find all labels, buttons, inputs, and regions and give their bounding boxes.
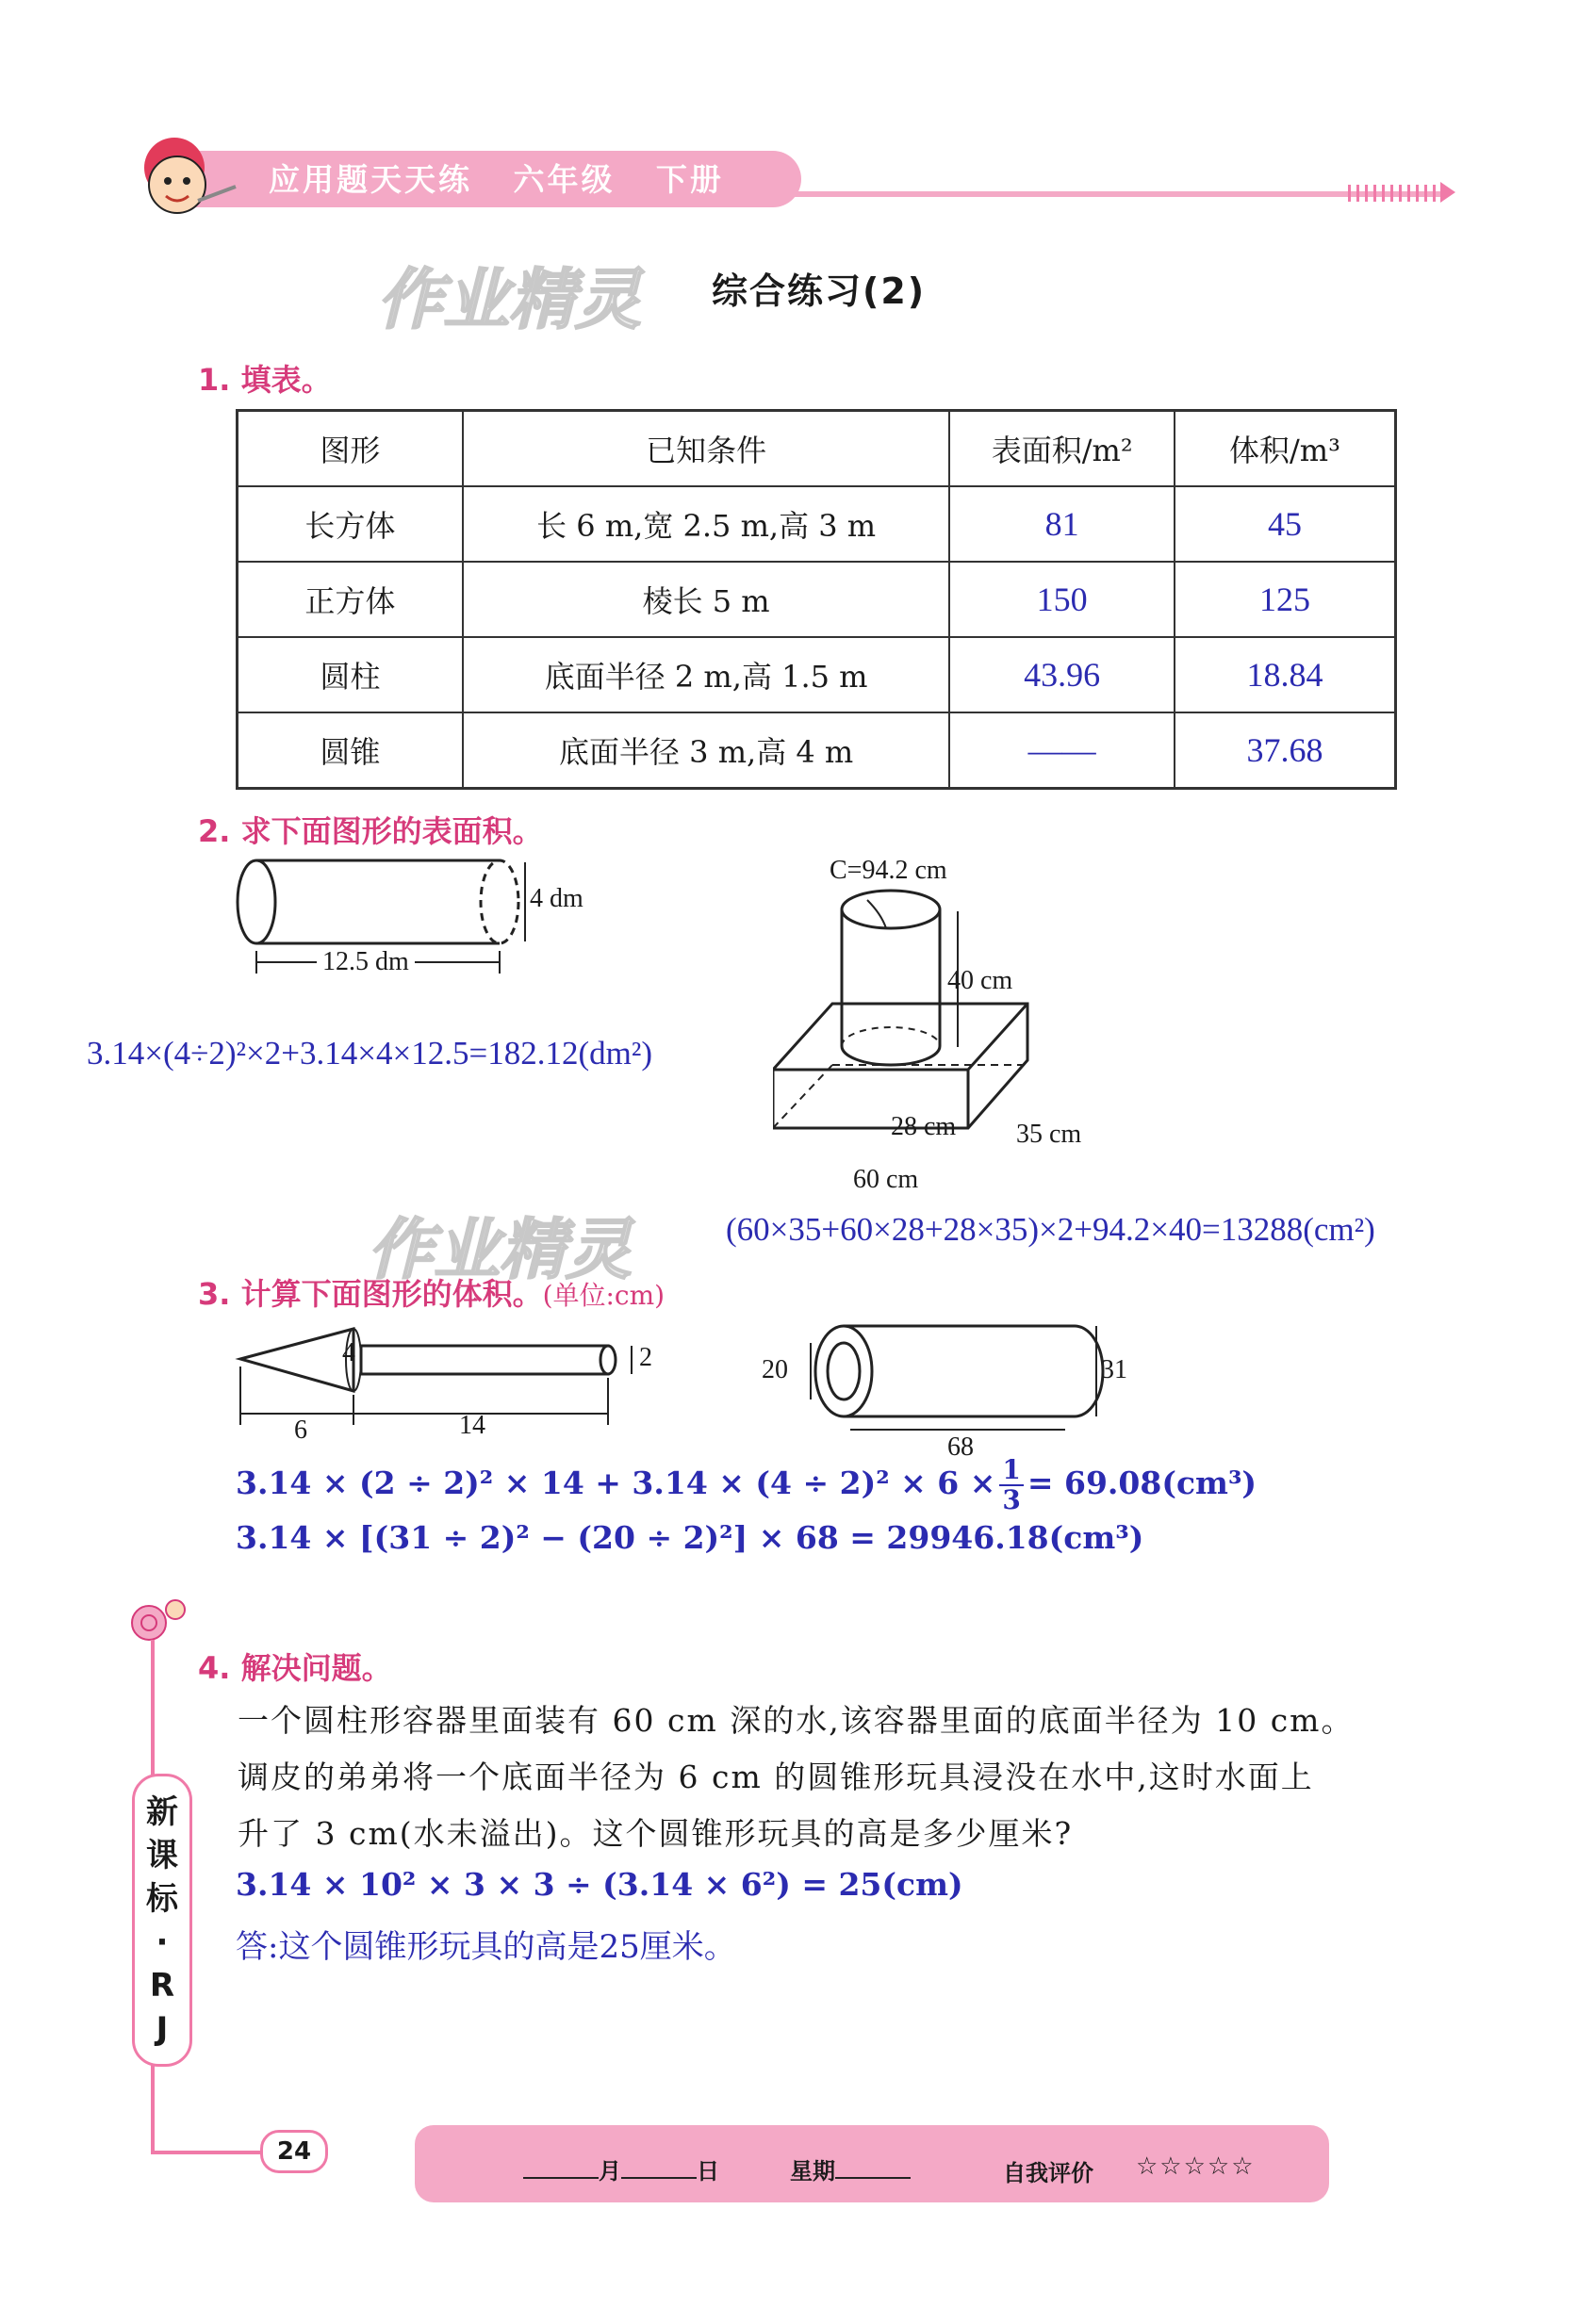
q3-fig1-cyl-diam: 2 xyxy=(639,1343,652,1372)
table-row xyxy=(238,562,1396,637)
watermark: 作业精灵 xyxy=(377,261,641,338)
q3-title-text: 3. 计算下面图形的体积。 xyxy=(198,1276,543,1312)
fraction-numerator: 1 xyxy=(999,1456,1023,1486)
cell-condition: 底面半径 2 m,高 1.5 m xyxy=(463,637,950,712)
cell-condition: 棱长 5 m xyxy=(463,562,950,637)
q2-title: 2. 求下面图形的表面积。 xyxy=(198,813,543,849)
footer-date xyxy=(523,2152,719,2185)
watermark: 作业精灵 xyxy=(368,1211,632,1288)
col-header: 表面积/m² xyxy=(949,411,1175,487)
q3-answer-1-right: = 69.08(cm³) xyxy=(1027,1465,1257,1501)
table-header-row xyxy=(238,411,1396,487)
cell-shape: 圆锥 xyxy=(238,712,463,789)
q2-answer-2: (60×35+60×28+28×35)×2+94.2×40=13288(cm²) xyxy=(726,1211,1375,1248)
footer-day: 日 xyxy=(697,2158,719,2185)
q3-unit-note: (单位:cm) xyxy=(542,1280,666,1311)
page-number: 24 xyxy=(260,2130,328,2173)
fig2-length-label: 60 cm xyxy=(853,1165,919,1194)
snail-icon xyxy=(121,1593,196,1649)
sidebar-char: 标 xyxy=(146,1880,178,1918)
cell-volume: 45 xyxy=(1175,486,1396,562)
q3-fig2-outer: 31 xyxy=(1101,1355,1127,1384)
hollow-pipe-figure xyxy=(792,1319,1112,1442)
section-title: 综合练习(2) xyxy=(712,270,927,312)
q4-line-1: 一个圆柱形容器里面装有 60 cm 深的水,该容器里面的底面半径为 10 cm。 xyxy=(238,1702,1355,1739)
fig2-circumference-label: C=94.2 cm xyxy=(830,856,947,885)
table-row xyxy=(238,712,1396,789)
cell-area: 150 xyxy=(949,562,1175,637)
q3-answer-1-left: 3.14 × (2 ÷ 2)² × 14 + 3.14 × (4 ÷ 2)² × 6 × xyxy=(236,1465,996,1501)
footer-month: 月 xyxy=(599,2158,621,2185)
col-header: 已知条件 xyxy=(463,411,950,487)
cell-volume: 18.84 xyxy=(1175,637,1396,712)
sidebar-char: J xyxy=(156,2010,169,2048)
q3-fig1-cone-diam: 4 xyxy=(342,1338,355,1367)
cell-area: 81 xyxy=(949,486,1175,562)
fig2-width-label: 35 cm xyxy=(1016,1120,1082,1149)
q3-fig2-inner: 20 xyxy=(762,1355,788,1384)
sidebar-char: · xyxy=(156,1923,169,1961)
sidebar-footer-line xyxy=(151,2151,264,2154)
header-line xyxy=(792,191,1442,197)
cell-volume: 37.68 xyxy=(1175,712,1396,789)
sidebar-label xyxy=(140,1791,185,2051)
col-header: 图形 xyxy=(238,411,463,487)
cell-shape: 长方体 xyxy=(238,486,463,562)
q3-answer-1 xyxy=(236,1456,1257,1514)
table-row xyxy=(238,486,1396,562)
q3-fig1-cone-len: 6 xyxy=(294,1416,307,1445)
q3-answer-2: 3.14 × [(31 ÷ 2)² − (20 ÷ 2)²] × 68 = 29946.18(cm³) xyxy=(236,1519,1144,1556)
cell-area: —— xyxy=(949,712,1175,789)
fig1-height-label: 4 dm xyxy=(530,884,583,913)
footer-weekday xyxy=(790,2152,911,2185)
fig2-depth-label: 28 cm xyxy=(891,1112,957,1141)
cell-volume: 125 xyxy=(1175,562,1396,637)
q3-title xyxy=(198,1270,665,1314)
fig1-length-label: 12.5 dm xyxy=(317,947,415,977)
q3-fig1-cyl-len: 14 xyxy=(459,1411,485,1440)
cell-condition: 底面半径 3 m,高 4 m xyxy=(463,712,950,789)
sidebar-char: 新 xyxy=(146,1793,178,1831)
q4-line-3: 升了 3 cm(水未溢出)。这个圆锥形玩具的高是多少厘米? xyxy=(238,1815,1074,1852)
col-header: 体积/m³ xyxy=(1175,411,1396,487)
sidebar-char: R xyxy=(149,1967,175,2005)
q4-title: 4. 解决问题。 xyxy=(198,1650,392,1686)
cartoon-boy-icon xyxy=(132,130,245,234)
sidebar-char: 课 xyxy=(146,1837,178,1874)
q4-answer-equation: 3.14 × 10² × 3 × 3 ÷ (3.14 × 6²) = 25(cm) xyxy=(236,1866,963,1903)
fraction xyxy=(999,1456,1023,1514)
cell-area: 43.96 xyxy=(949,637,1175,712)
cell-shape: 圆柱 xyxy=(238,637,463,712)
star-rating[interactable]: ☆☆☆☆☆ xyxy=(1136,2152,1256,2181)
book-title: 应用题天天练 六年级 下册 xyxy=(269,161,724,198)
q3-fig2-length: 68 xyxy=(947,1432,974,1462)
footer-self-eval: 自我评价 xyxy=(1003,2160,1093,2186)
q2-answer-1: 3.14×(4÷2)²×2+3.14×4×12.5=182.12(dm²) xyxy=(87,1035,652,1072)
q4-answer-text: 答:这个圆锥形玩具的高是25厘米。 xyxy=(236,1928,736,1966)
fig2-height-label: 40 cm xyxy=(947,966,1013,995)
header-ticks xyxy=(1348,185,1442,202)
q4-line-2: 调皮的弟弟将一个底面半径为 6 cm 的圆锥形玩具浸没在水中,这时水面上 xyxy=(238,1759,1314,1795)
cell-shape: 正方体 xyxy=(238,562,463,637)
cell-condition: 长 6 m,宽 2.5 m,高 3 m xyxy=(463,486,950,562)
table-row xyxy=(238,637,1396,712)
header-arrow-icon xyxy=(1440,182,1455,203)
fill-table xyxy=(236,409,1397,790)
footer-weekday-label: 星期 xyxy=(790,2158,835,2185)
q1-title: 1. 填表。 xyxy=(198,362,332,398)
fraction-denominator: 3 xyxy=(1002,1484,1021,1515)
